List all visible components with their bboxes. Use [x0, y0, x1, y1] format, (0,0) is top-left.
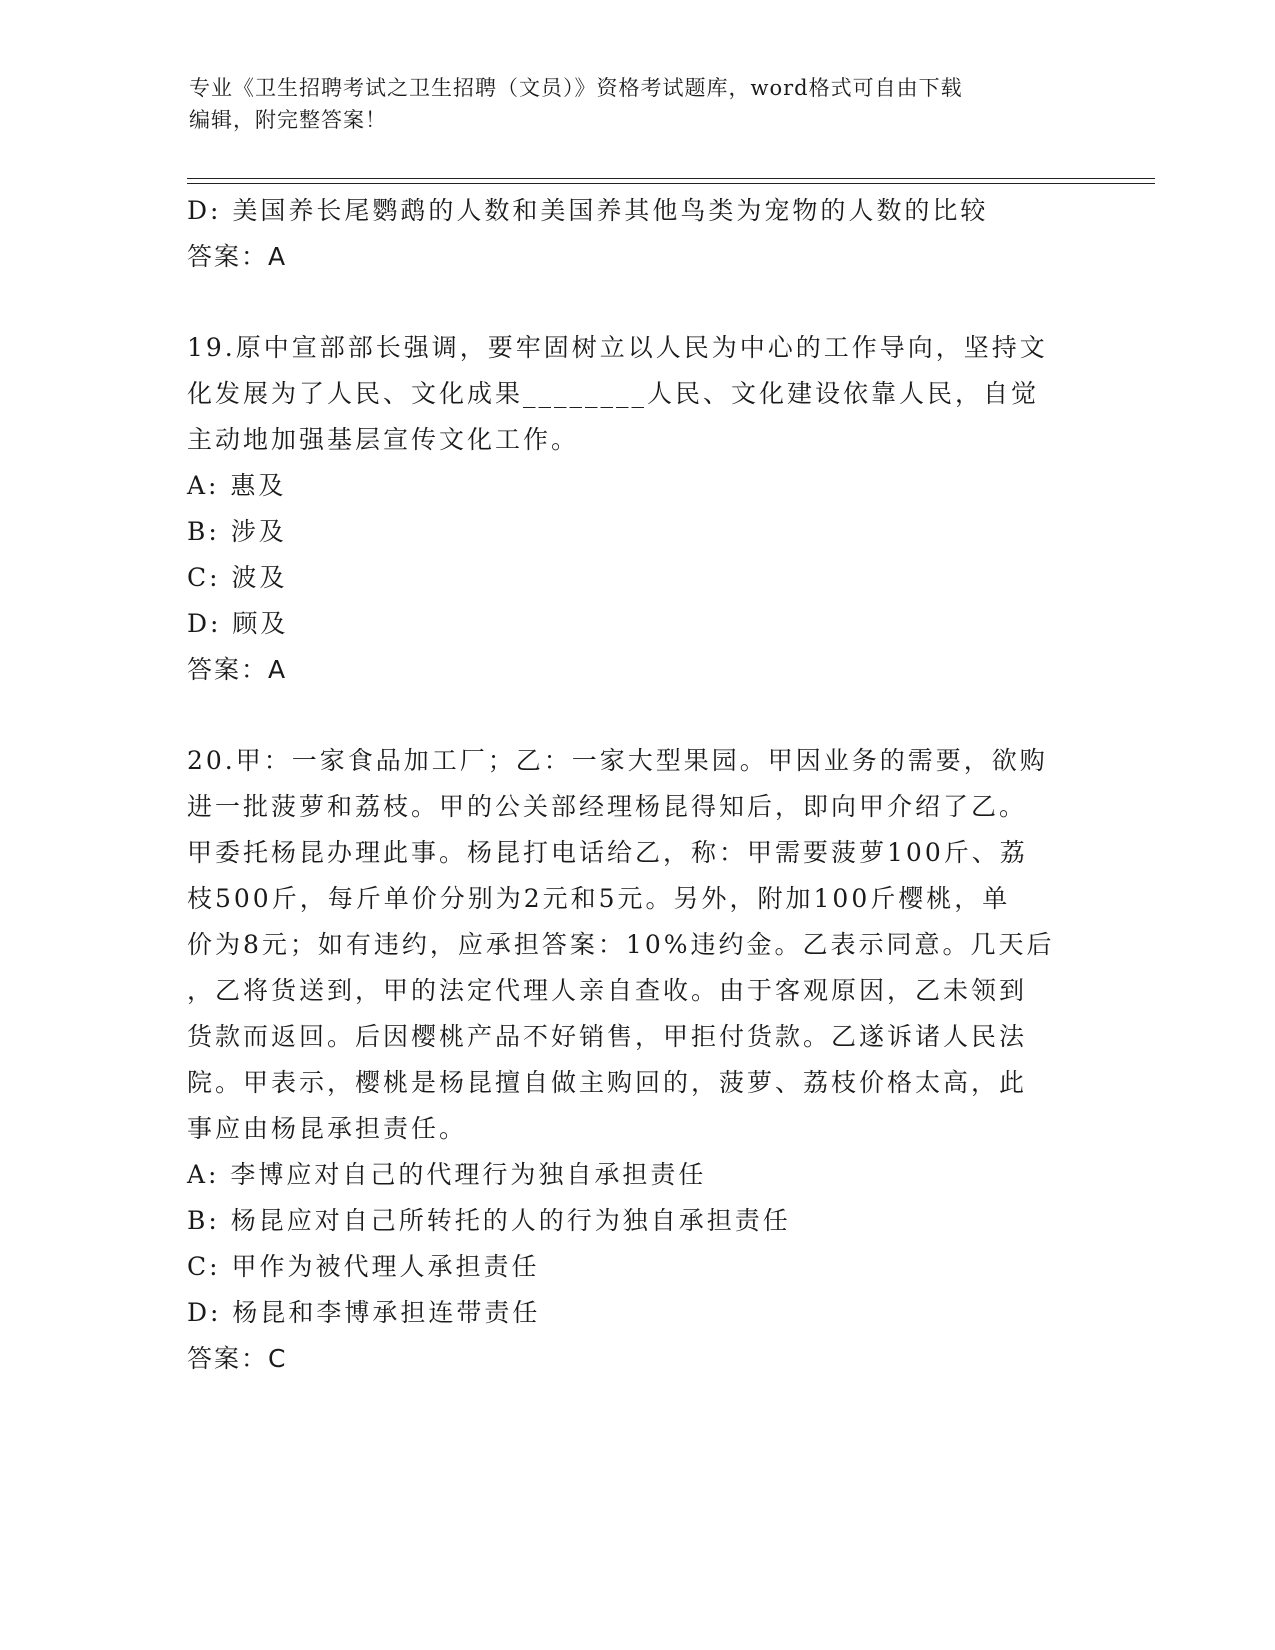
page-header	[189, 72, 1069, 136]
q19-text-line: 化发展为了人民、文化成果________人民、文化建设依靠人民，自觉	[187, 379, 1040, 408]
q20-option-c: C: 甲作为被代理人承担责任	[187, 1252, 540, 1281]
q20-text-line: 院。甲表示，樱桃是杨昆擅自做主购回的，菠萝、荔枝价格太高，此	[187, 1068, 1028, 1097]
q19-option-c: C: 波及	[187, 563, 288, 592]
spacer	[187, 280, 1087, 325]
q20-answer: 答案：C	[187, 1344, 288, 1373]
header-rule-bottom	[187, 183, 1155, 184]
q19-option-a: A: 惠及	[187, 471, 287, 500]
q20-text-line: 事应由杨昆承担责任。	[187, 1114, 468, 1143]
q20-text-line: 货款而返回。后因樱桃产品不好销售，甲拒付货款。乙遂诉诸人民法	[187, 1022, 1028, 1051]
spacer	[187, 693, 1087, 738]
q18-option-d: D: 美国养长尾鹦鹉的人数和美国养其他鸟类为宠物的人数的比较	[187, 196, 989, 225]
header-rule-top	[187, 178, 1155, 179]
q18-answer: 答案：A	[187, 242, 288, 271]
q20-text-line: 甲委托杨昆办理此事。杨昆打电话给乙，称：甲需要菠萝100斤、荔	[187, 838, 1028, 867]
document-body	[187, 188, 1087, 1382]
q19-option-d: D: 顾及	[187, 609, 289, 638]
q20-text-line: 进一批菠萝和荔枝。甲的公关部经理杨昆得知后，即向甲介绍了乙。	[187, 792, 1028, 821]
q20-text-line: 价为8元；如有违约，应承担答案：10%违约金。乙表示同意。几天后	[187, 930, 1055, 959]
q20-option-b: B: 杨昆应对自己所转托的人的行为独自承担责任	[187, 1206, 791, 1235]
header-line-1: 专业《卫生招聘考试之卫生招聘（文员）》资格考试题库，word格式可自由下载	[189, 76, 963, 100]
q20-option-d: D: 杨昆和李博承担连带责任	[187, 1298, 541, 1327]
q19-text-line: 主动地加强基层宣传文化工作。	[187, 425, 580, 454]
q20-text-line: 枝500斤，每斤单价分别为2元和5元。另外，附加100斤樱桃，单	[187, 884, 1011, 913]
q20-text-line: 20.甲：一家食品加工厂；乙：一家大型果园。甲因业务的需要，欲购	[187, 746, 1048, 775]
q19-option-b: B: 涉及	[187, 517, 287, 546]
q19-answer: 答案：A	[187, 655, 288, 684]
header-line-2: 编辑，附完整答案！	[189, 108, 387, 132]
question-20	[187, 738, 1087, 1382]
q20-option-a: A: 李博应对自己的代理行为独自承担责任	[187, 1160, 707, 1189]
question-19	[187, 325, 1087, 693]
q20-text-line: ，乙将货送到，甲的法定代理人亲自查收。由于客观原因，乙未领到	[187, 976, 1028, 1005]
q19-text-line: 19.原中宣部部长强调，要牢固树立以人民为中心的工作导向，坚持文	[187, 333, 1048, 362]
